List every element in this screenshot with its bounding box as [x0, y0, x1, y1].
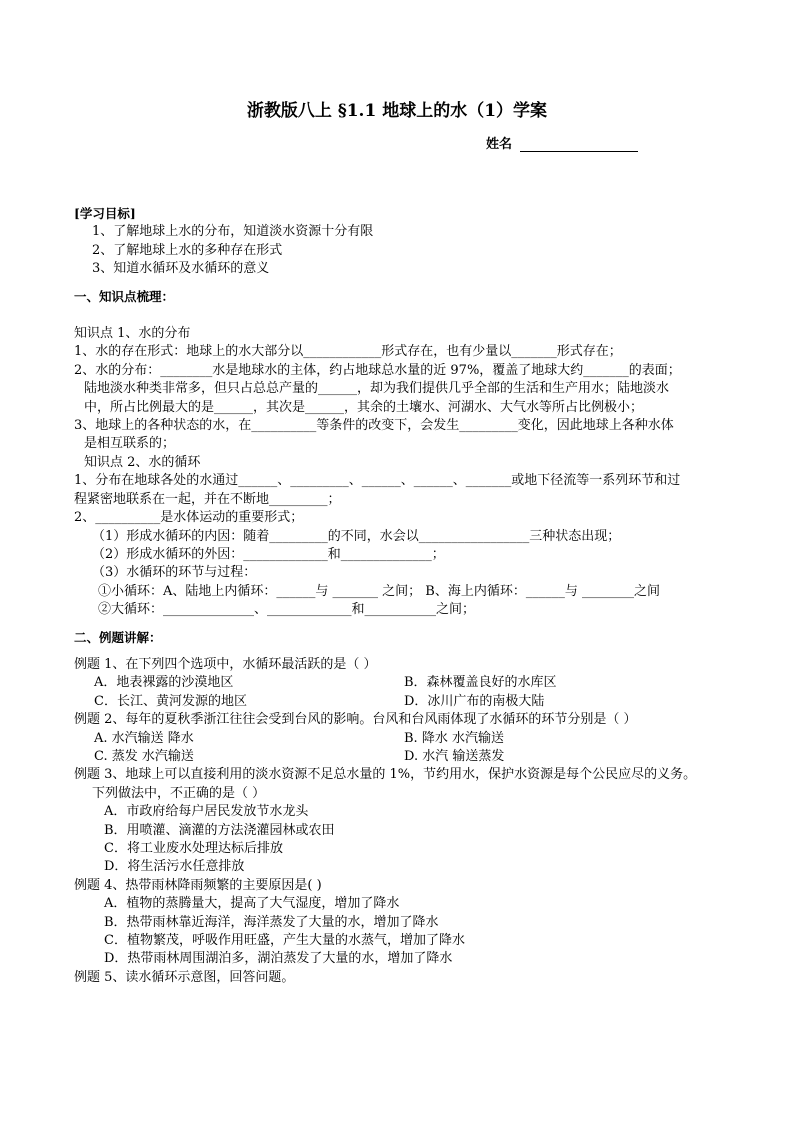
- section-heading: 二、例题讲解：: [74, 629, 162, 645]
- goal-item: 1、了解地球上水的分布，知道淡水资源十分有限: [92, 224, 374, 240]
- option: B．热带雨林靠近海洋，海洋蒸发了大量的水，增加了降水: [104, 914, 439, 930]
- option: A．植物的蒸腾量大，提高了大气湿度，增加了降水: [104, 896, 400, 912]
- question: 例题 4、热带雨林降雨频繁的主要原因是( ): [74, 877, 322, 893]
- goal-item: 3、知道水循环及水循环的意义: [92, 261, 270, 277]
- question: 例题 1、在下列四个选项中，水循环最活跃的是（ ）: [74, 656, 377, 672]
- text-line: 是相互联系的；: [84, 436, 176, 452]
- text-line: 中，所占比例最大的是______，其次是______，其余的土壤水、河湖水、大气水等所占比例极小；: [84, 399, 644, 415]
- knowledge-point-title: 知识点 1、水的分布: [74, 326, 191, 342]
- worksheet-body: [74, 205, 754, 987]
- text-line: 2、__________是水体运动的重要形式；: [74, 510, 304, 526]
- name-label: 姓名: [486, 137, 513, 152]
- text-line: 1、分布在地球各处的水通过______、_________、______、______、_______或地下径流等一系列环节和过: [74, 473, 681, 489]
- page-title: 浙教版八上 §1.1 地球上的水（1）学案: [246, 101, 548, 121]
- goal-item: 2、了解地球上水的多种存在形式: [92, 242, 283, 258]
- text-line: ①小循环：A、陆地上内循环：______与 _______ 之间； B、海上内循环：______与 ________之间: [98, 583, 660, 599]
- option: B．用喷灌、滴灌的方法浇灌园林或农田: [104, 822, 335, 838]
- text-line: （1）形成水循环的内因：随着_________的不同，水会以_________________三种状态出现；: [92, 528, 621, 544]
- goals-heading: [学习目标]: [74, 206, 136, 221]
- knowledge-point-title: 知识点 2、水的循环: [84, 454, 201, 470]
- option: A．地表裸露的沙漠地区: [94, 675, 234, 691]
- option: C. 蒸发 水汽输送: [94, 748, 194, 764]
- option: A．市政府给每户居民发放节水龙头: [104, 804, 309, 820]
- text-line: （3）水循环的环节与过程：: [92, 565, 257, 581]
- option: C．植物繁茂，呼吸作用旺盛，产生大量的水蒸气，增加了降水: [104, 933, 465, 949]
- text-line: 陆地淡水种类非常多，但只占总总产量的______，却为我们提供几乎全部的生活和生产用水；陆地淡水: [84, 381, 670, 397]
- question: 例题 2、每年的夏秋季浙江往往会受到台风的影响。台风和台风雨体现了水循环的环节分别是（ ）: [74, 712, 637, 728]
- option: B．森林覆盖良好的水库区: [404, 675, 557, 691]
- question: 例题 5、读水循环示意图，回答问题。: [74, 969, 295, 985]
- name-field: [486, 133, 638, 152]
- option: C．将工业废水处理达标后排放: [104, 841, 283, 856]
- text-line: （2）形成水循环的外因：_____________和______________；: [92, 546, 445, 562]
- text-line: 3、地球上的各种状态的水，在__________等条件的改变下，会发生_________变化，因此地球上各种水体: [74, 418, 674, 434]
- option: C．长江、黄河发源的地区: [94, 693, 247, 709]
- section-heading: 一、知识点梳理：: [74, 288, 175, 304]
- option: D．热带雨林周围湖泊多，湖泊蒸发了大量的水，增加了降水: [104, 951, 453, 967]
- option: B. 降水 水汽输送: [404, 730, 504, 746]
- text-line: 1、水的存在形式：地球上的水大部分以____________形式存在，也有少量以_______形式存在；: [74, 344, 622, 360]
- option: D．冰川广布的南极大陆: [404, 693, 545, 709]
- question-sub: 下列做法中，不正确的是（ ）: [92, 785, 266, 801]
- text-line: 程紧密地联系在一起，并在不断地_________；: [74, 491, 341, 507]
- option: D. 水汽 输送蒸发: [404, 748, 505, 764]
- option: A. 水汽输送 降水: [94, 730, 194, 746]
- text-line: ②大循环：______________、_____________和___________之间；: [98, 602, 476, 618]
- name-blank: [520, 137, 638, 152]
- option: D．将生活污水任意排放: [104, 859, 245, 875]
- text-line: 2、水的分布：________水是地球水的主体，约占地球总水量的近 97%，覆盖了地球大约_______的表面；: [74, 362, 681, 378]
- question: 例题 3、地球上可以直接利用的淡水资源不足总水量的 1%，节约用水，保护水资源是每个公民应尽的义务。: [74, 767, 697, 783]
